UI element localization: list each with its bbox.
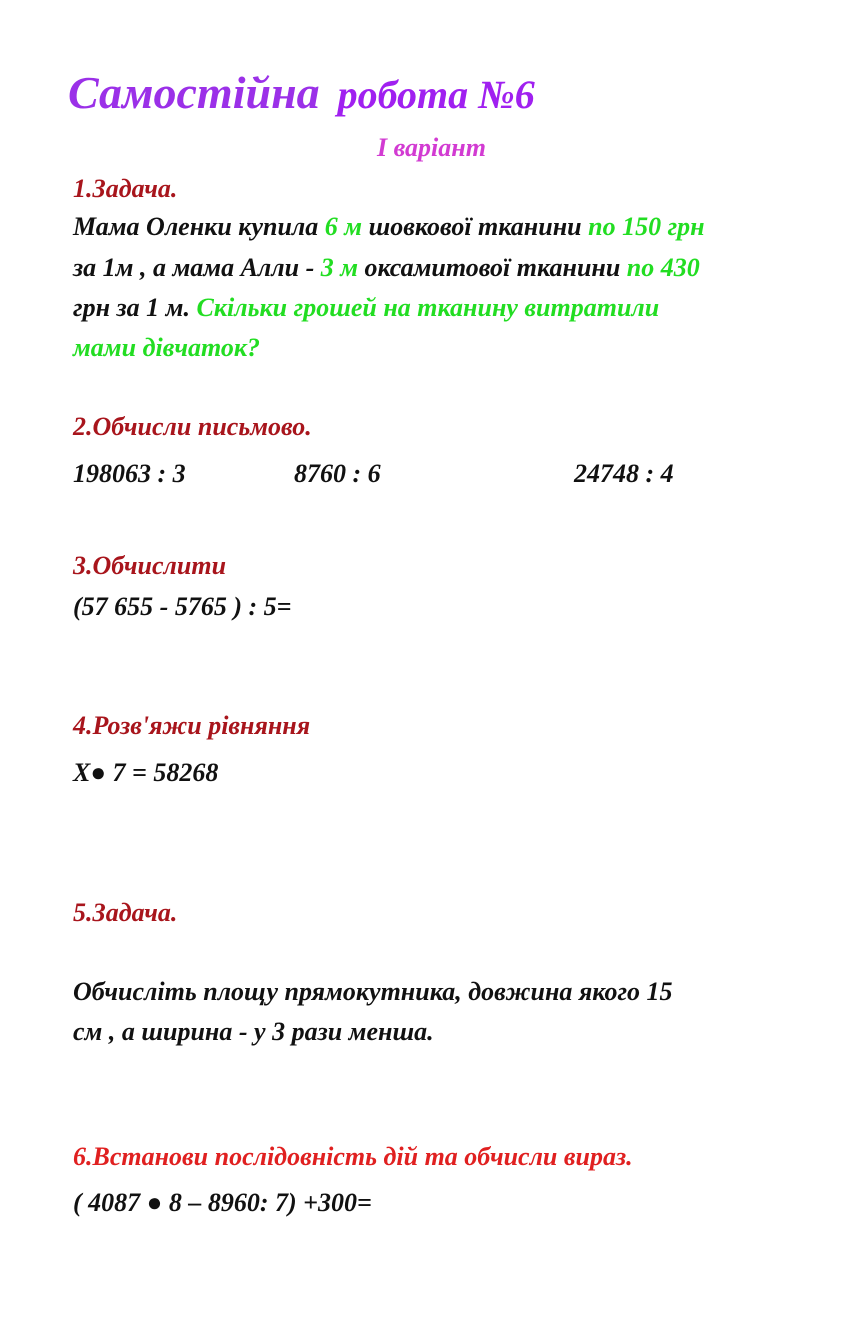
task2-expr-2: 8760 : 6: [294, 459, 381, 488]
task5-line2: см , а ширина - у 3 рази менша.: [73, 1017, 434, 1046]
title-rest: робота №6: [337, 72, 535, 117]
task1-heading: 1.Задача.: [73, 174, 178, 203]
task5-heading: 5.Задача.: [73, 898, 178, 927]
variant-label: І варіант: [377, 133, 486, 162]
task5-line1: Обчисліть площу прямокутника, довжина якого 15: [73, 977, 673, 1006]
task1-text: оксамитової тканини: [358, 253, 627, 282]
task1-line4: мами дівчаток?: [73, 333, 261, 362]
task6-heading: 6.Встанови послідовність дій та обчисли вираз.: [73, 1142, 633, 1171]
task1-line2: [73, 248, 700, 288]
task6-expr: ( 4087 ● 8 – 8960: 7) +300=: [73, 1188, 372, 1217]
task1-text: грн за 1 м.: [73, 293, 197, 322]
task4-expr: X● 7 = 58268: [73, 758, 219, 787]
task1-text: шовкової тканини: [362, 212, 589, 241]
task1-highlight: 6 м: [324, 212, 363, 241]
task1-highlight: по 150 грн: [588, 212, 705, 241]
task2-heading: 2.Обчисли письмово.: [73, 412, 312, 441]
task2-expr-1: 198063 : 3: [73, 459, 186, 488]
task1-line3: [73, 288, 659, 328]
task1-highlight: Скільки грошей на тканину витратили: [196, 293, 660, 322]
page-title: [68, 66, 535, 119]
task1-highlight: 3 м: [320, 253, 359, 282]
task1-line1: [73, 207, 705, 247]
task2-expr-3: 24748 : 4: [574, 459, 674, 488]
title-main: Самостійна: [68, 67, 320, 118]
task1-text: Мама Оленки купила: [73, 212, 325, 241]
task1-text: за 1м , а мама Алли -: [73, 253, 321, 282]
task4-heading: 4.Розв'яжи рівняння: [73, 711, 311, 740]
task3-heading: 3.Обчислити: [73, 551, 227, 580]
task1-highlight: по 430: [626, 253, 700, 282]
task3-expr: (57 655 - 5765 ) : 5=: [73, 592, 292, 621]
